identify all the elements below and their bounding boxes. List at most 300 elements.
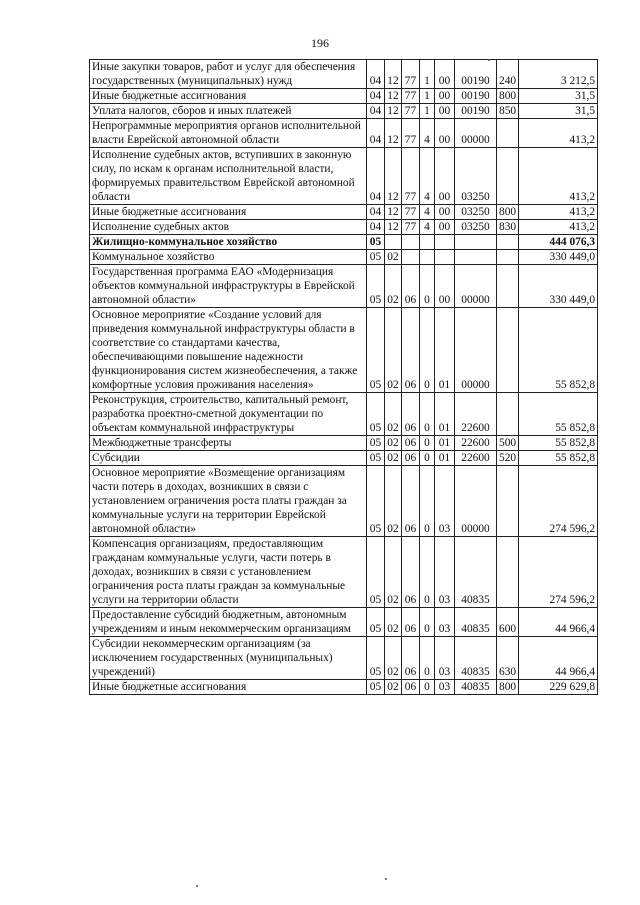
page-number: 196 bbox=[311, 36, 329, 50]
row-name: Исполнение судебных актов, вступивших в законную силу, по искам к органам исполнительной власти, формируемых правительством Еврейской автономной области bbox=[92, 149, 355, 203]
row-code-cell-vr bbox=[497, 148, 519, 205]
row-code: 05 bbox=[369, 294, 382, 306]
row-code: 00000 bbox=[461, 379, 490, 391]
table-row bbox=[90, 60, 598, 89]
row-code: 05 bbox=[369, 623, 382, 635]
row-amount: 413,2 bbox=[569, 206, 596, 218]
row-code-cell-p3 bbox=[435, 451, 455, 466]
row-amount: 55 852,8 bbox=[555, 437, 596, 449]
row-name: Основное мероприятие «Создание условий для приведения коммунальной инфраструктуры области в соответствие со стандартами качества, обеспечивающими повышение надежности функционирования систем жизнеобеспечения, а также комфортные условия проживания населения» bbox=[92, 309, 358, 391]
row-code-cell-p2 bbox=[420, 466, 435, 537]
row-code: 03 bbox=[438, 594, 451, 606]
row-code-cell-vr bbox=[497, 466, 519, 537]
row-code-cell-pr bbox=[385, 220, 402, 235]
row-code: 06 bbox=[404, 379, 417, 391]
row-code: 06 bbox=[404, 437, 417, 449]
row-name-cell bbox=[90, 393, 367, 436]
row-name: Компенсация организациям, предоставляющим гражданам коммунальные услуги, части потерь в доходах, возникших в связи с установлением ограничения роста платы граждан за коммунальные услуги на территории области bbox=[92, 538, 346, 606]
row-code: 77 bbox=[404, 90, 417, 102]
table-row bbox=[90, 205, 598, 220]
row-code: 06 bbox=[404, 523, 417, 535]
row-amount: 413,2 bbox=[569, 221, 596, 233]
row-code-cell-rz bbox=[367, 89, 385, 104]
table-row bbox=[90, 308, 598, 393]
row-code: 40835 bbox=[461, 594, 490, 606]
row-code-cell-vr bbox=[497, 436, 519, 451]
row-code: 00190 bbox=[461, 90, 490, 102]
row-code-cell-p1 bbox=[402, 308, 420, 393]
table-row bbox=[90, 608, 598, 637]
row-amount-cell bbox=[519, 537, 598, 608]
row-code: 02 bbox=[387, 666, 399, 678]
row-code: 77 bbox=[404, 221, 417, 233]
row-code-cell-p1 bbox=[402, 89, 420, 104]
row-code-cell-p1 bbox=[402, 608, 420, 637]
row-code-cell-p2 bbox=[420, 104, 435, 119]
row-code-cell-p3 bbox=[435, 436, 455, 451]
row-code-cell-p3 bbox=[435, 537, 455, 608]
row-code-cell-p3 bbox=[435, 265, 455, 308]
row-code: 22600 bbox=[461, 437, 490, 449]
row-code: 02 bbox=[387, 251, 399, 263]
row-amount: 3 212,5 bbox=[560, 75, 596, 87]
row-code-cell-p4 bbox=[455, 265, 497, 308]
row-code: 04 bbox=[369, 75, 382, 87]
row-amount-cell bbox=[519, 608, 598, 637]
row-name: Основное мероприятие «Возмещение организациям части потерь в доходах, возникших в связи с установлением ограничения роста платы граждан за коммунальные услуги на территории Еврейской автономной области» bbox=[92, 467, 347, 535]
row-code: 12 bbox=[387, 105, 399, 117]
row-code: 06 bbox=[404, 666, 417, 678]
row-code-cell-pr bbox=[385, 235, 402, 250]
row-code: 02 bbox=[387, 594, 399, 606]
row-code-cell-vr bbox=[497, 680, 519, 695]
row-code-cell-pr bbox=[385, 393, 402, 436]
row-code: 02 bbox=[387, 294, 399, 306]
row-code: 77 bbox=[404, 75, 417, 87]
row-amount: 330 449,0 bbox=[549, 294, 596, 306]
row-code-cell-p1 bbox=[402, 637, 420, 680]
row-code-cell-p2 bbox=[420, 265, 435, 308]
row-code-cell-rz bbox=[367, 637, 385, 680]
row-code-cell-vr bbox=[497, 393, 519, 436]
row-name-cell bbox=[90, 235, 367, 250]
row-code: 12 bbox=[387, 90, 399, 102]
row-code: 0 bbox=[424, 437, 430, 449]
table-row bbox=[90, 537, 598, 608]
row-code-cell-pr bbox=[385, 104, 402, 119]
row-code-cell-p3 bbox=[435, 308, 455, 393]
row-code: 12 bbox=[387, 206, 399, 218]
row-code: 00 bbox=[438, 206, 451, 218]
row-code: 05 bbox=[369, 666, 382, 678]
row-code: 00000 bbox=[461, 294, 490, 306]
row-code-cell-vr bbox=[497, 250, 519, 265]
row-name: Субсидии некоммерческим организациям (за исключением государственных (муниципальных) учреждений) bbox=[92, 638, 333, 678]
row-code-cell-p1 bbox=[402, 265, 420, 308]
row-code-cell-p3 bbox=[435, 393, 455, 436]
table-row bbox=[90, 680, 598, 695]
row-code: 00 bbox=[438, 221, 451, 233]
row-name-cell bbox=[90, 537, 367, 608]
table-row bbox=[90, 451, 598, 466]
row-code: 02 bbox=[387, 379, 399, 391]
row-code-cell-rz bbox=[367, 265, 385, 308]
row-code: 00000 bbox=[461, 523, 490, 535]
row-code: 40835 bbox=[461, 623, 490, 635]
row-code: 00190 bbox=[461, 105, 490, 117]
row-code-cell-p1 bbox=[402, 537, 420, 608]
row-code-cell-p3 bbox=[435, 466, 455, 537]
row-code-cell-p2 bbox=[420, 89, 435, 104]
row-amount-cell bbox=[519, 265, 598, 308]
row-code-cell-vr bbox=[497, 235, 519, 250]
row-name: Уплата налогов, сборов и иных платежей bbox=[92, 105, 292, 117]
row-code-cell-p1 bbox=[402, 119, 420, 148]
row-amount-cell bbox=[519, 235, 598, 250]
row-code: 1 bbox=[424, 75, 430, 87]
row-amount-cell bbox=[519, 637, 598, 680]
row-code: 05 bbox=[369, 523, 382, 535]
row-code-cell-p1 bbox=[402, 220, 420, 235]
row-code-cell-p1 bbox=[402, 393, 420, 436]
row-code-cell-p2 bbox=[420, 451, 435, 466]
row-code-cell-p4 bbox=[455, 680, 497, 695]
row-code: 00 bbox=[438, 90, 451, 102]
row-code-cell-p2 bbox=[420, 393, 435, 436]
row-code: 0 bbox=[424, 294, 430, 306]
row-code: 520 bbox=[499, 452, 517, 464]
row-code: 12 bbox=[387, 134, 399, 146]
row-amount: 55 852,8 bbox=[555, 379, 596, 391]
row-code-cell-p1 bbox=[402, 250, 420, 265]
row-amount-cell bbox=[519, 89, 598, 104]
row-code-cell-p4 bbox=[455, 308, 497, 393]
row-code-cell-rz bbox=[367, 451, 385, 466]
table-row bbox=[90, 265, 598, 308]
row-code: 0 bbox=[424, 379, 430, 391]
row-code: 0 bbox=[424, 523, 430, 535]
row-code-cell-p2 bbox=[420, 235, 435, 250]
row-code: 04 bbox=[369, 221, 382, 233]
row-code: 02 bbox=[387, 523, 399, 535]
row-code: 77 bbox=[404, 191, 417, 203]
row-code-cell-p4 bbox=[455, 608, 497, 637]
row-code: 01 bbox=[438, 379, 451, 391]
row-code: 06 bbox=[404, 422, 417, 434]
row-code-cell-p4 bbox=[455, 104, 497, 119]
row-amount: 229 629,8 bbox=[549, 681, 596, 693]
row-name-cell bbox=[90, 60, 367, 89]
row-code: 40835 bbox=[461, 666, 490, 678]
row-code-cell-pr bbox=[385, 608, 402, 637]
row-name: Субсидии bbox=[92, 452, 140, 464]
row-code-cell-p3 bbox=[435, 608, 455, 637]
row-code: 4 bbox=[424, 206, 430, 218]
row-code-cell-p4 bbox=[455, 60, 497, 89]
table-row bbox=[90, 104, 598, 119]
row-code-cell-p2 bbox=[420, 308, 435, 393]
row-code: 1 bbox=[424, 90, 430, 102]
row-code: 800 bbox=[499, 681, 517, 693]
row-amount-cell bbox=[519, 119, 598, 148]
row-code: 600 bbox=[499, 623, 517, 635]
table-row bbox=[90, 393, 598, 436]
row-code: 03 bbox=[438, 681, 451, 693]
scan-speck bbox=[196, 885, 198, 887]
row-code: 01 bbox=[438, 437, 451, 449]
table-row bbox=[90, 466, 598, 537]
row-code: 05 bbox=[369, 379, 382, 391]
row-code: 12 bbox=[387, 75, 399, 87]
row-code-cell-pr bbox=[385, 537, 402, 608]
row-amount-cell bbox=[519, 220, 598, 235]
row-code-cell-p3 bbox=[435, 637, 455, 680]
row-code: 05 bbox=[369, 236, 382, 248]
row-code-cell-p4 bbox=[455, 119, 497, 148]
row-code-cell-rz bbox=[367, 537, 385, 608]
row-amount: 274 596,2 bbox=[549, 594, 596, 606]
row-code-cell-p3 bbox=[435, 119, 455, 148]
row-code: 500 bbox=[499, 437, 517, 449]
row-code-cell-p3 bbox=[435, 680, 455, 695]
row-name-cell bbox=[90, 451, 367, 466]
row-code-cell-rz bbox=[367, 235, 385, 250]
row-name: Межбюджетные трансферты bbox=[92, 437, 232, 449]
table-row bbox=[90, 250, 598, 265]
row-name-cell bbox=[90, 205, 367, 220]
row-code: 05 bbox=[369, 594, 382, 606]
row-code-cell-p3 bbox=[435, 205, 455, 220]
row-amount: 413,2 bbox=[569, 134, 596, 146]
row-code: 830 bbox=[499, 221, 517, 233]
row-code-cell-vr bbox=[497, 89, 519, 104]
row-amount: 413,2 bbox=[569, 191, 596, 203]
table-row bbox=[90, 637, 598, 680]
row-code: 02 bbox=[387, 422, 399, 434]
row-code: 03 bbox=[438, 623, 451, 635]
row-code-cell-p2 bbox=[420, 680, 435, 695]
row-amount: 44 966,4 bbox=[555, 666, 596, 678]
row-code: 02 bbox=[387, 452, 399, 464]
row-code-cell-p1 bbox=[402, 148, 420, 205]
row-code-cell-vr bbox=[497, 104, 519, 119]
row-amount-cell bbox=[519, 148, 598, 205]
row-name-cell bbox=[90, 308, 367, 393]
row-code-cell-p2 bbox=[420, 537, 435, 608]
row-name: Государственная программа ЕАО «Модернизация объектов коммунальной инфраструктуры в Еврейской автономной области» bbox=[92, 266, 355, 306]
row-code: 01 bbox=[438, 452, 451, 464]
budget-table bbox=[89, 59, 598, 695]
row-name-cell bbox=[90, 265, 367, 308]
row-code: 00190 bbox=[461, 75, 490, 87]
row-name-cell bbox=[90, 436, 367, 451]
row-code: 77 bbox=[404, 105, 417, 117]
row-code-cell-p1 bbox=[402, 235, 420, 250]
row-code-cell-rz bbox=[367, 608, 385, 637]
row-amount: 274 596,2 bbox=[549, 523, 596, 535]
row-code-cell-pr bbox=[385, 680, 402, 695]
row-code: 05 bbox=[369, 681, 382, 693]
row-name-cell bbox=[90, 637, 367, 680]
row-code-cell-p2 bbox=[420, 608, 435, 637]
row-amount-cell bbox=[519, 393, 598, 436]
row-code-cell-rz bbox=[367, 205, 385, 220]
row-code: 00000 bbox=[461, 134, 490, 146]
row-code-cell-pr bbox=[385, 119, 402, 148]
row-code: 06 bbox=[404, 623, 417, 635]
row-code-cell-vr bbox=[497, 308, 519, 393]
table-row bbox=[90, 436, 598, 451]
row-code: 00 bbox=[438, 75, 451, 87]
row-code: 06 bbox=[404, 294, 417, 306]
row-name: Иные бюджетные ассигнования bbox=[92, 681, 247, 693]
row-code: 06 bbox=[404, 452, 417, 464]
row-name-cell bbox=[90, 466, 367, 537]
row-code-cell-p1 bbox=[402, 451, 420, 466]
row-code-cell-vr bbox=[497, 60, 519, 89]
row-code: 03 bbox=[438, 666, 451, 678]
row-code: 06 bbox=[404, 594, 417, 606]
row-code: 0 bbox=[424, 681, 430, 693]
row-amount-cell bbox=[519, 680, 598, 695]
row-code-cell-p4 bbox=[455, 436, 497, 451]
row-code: 04 bbox=[369, 105, 382, 117]
row-code-cell-vr bbox=[497, 608, 519, 637]
row-code: 630 bbox=[499, 666, 517, 678]
row-code-cell-p1 bbox=[402, 436, 420, 451]
row-code: 01 bbox=[438, 422, 451, 434]
row-code-cell-p3 bbox=[435, 220, 455, 235]
row-code: 12 bbox=[387, 221, 399, 233]
scan-speck bbox=[385, 878, 387, 880]
row-name-cell bbox=[90, 119, 367, 148]
row-code: 0 bbox=[424, 623, 430, 635]
row-code: 05 bbox=[369, 452, 382, 464]
row-code: 240 bbox=[499, 75, 517, 87]
row-name: Иные бюджетные ассигнования bbox=[92, 90, 247, 102]
table-row bbox=[90, 119, 598, 148]
row-code-cell-p4 bbox=[455, 466, 497, 537]
row-code: 04 bbox=[369, 191, 382, 203]
row-code: 04 bbox=[369, 90, 382, 102]
row-code: 0 bbox=[424, 422, 430, 434]
row-code-cell-p2 bbox=[420, 119, 435, 148]
row-code-cell-p3 bbox=[435, 104, 455, 119]
row-code-cell-rz bbox=[367, 220, 385, 235]
row-code-cell-rz bbox=[367, 466, 385, 537]
row-amount: 55 852,8 bbox=[555, 452, 596, 464]
row-name: Предоставление субсидий бюджетным, автономным учреждениям и иным некоммерческим организациям bbox=[92, 609, 352, 635]
row-amount-cell bbox=[519, 436, 598, 451]
row-code: 4 bbox=[424, 134, 430, 146]
row-amount-cell bbox=[519, 250, 598, 265]
row-code-cell-p1 bbox=[402, 205, 420, 220]
row-code-cell-p3 bbox=[435, 235, 455, 250]
row-code: 00 bbox=[438, 134, 451, 146]
table-row bbox=[90, 148, 598, 205]
row-code: 22600 bbox=[461, 452, 490, 464]
row-code-cell-pr bbox=[385, 205, 402, 220]
row-code: 02 bbox=[387, 437, 399, 449]
table-row bbox=[90, 89, 598, 104]
row-amount: 31,5 bbox=[575, 90, 596, 102]
row-code: 03250 bbox=[461, 206, 490, 218]
row-code-cell-vr bbox=[497, 637, 519, 680]
table-row bbox=[90, 220, 598, 235]
row-code-cell-p4 bbox=[455, 89, 497, 104]
row-code: 22600 bbox=[461, 422, 490, 434]
row-code-cell-pr bbox=[385, 451, 402, 466]
row-code-cell-p1 bbox=[402, 680, 420, 695]
row-code-cell-p2 bbox=[420, 148, 435, 205]
row-name-cell bbox=[90, 89, 367, 104]
row-amount: 55 852,8 bbox=[555, 422, 596, 434]
row-code-cell-vr bbox=[497, 119, 519, 148]
row-code-cell-pr bbox=[385, 250, 402, 265]
row-code-cell-pr bbox=[385, 637, 402, 680]
row-code: 800 bbox=[499, 206, 517, 218]
row-code-cell-vr bbox=[497, 451, 519, 466]
row-code-cell-rz bbox=[367, 393, 385, 436]
row-name-cell bbox=[90, 680, 367, 695]
row-code-cell-p3 bbox=[435, 89, 455, 104]
row-code: 05 bbox=[369, 437, 382, 449]
row-code: 40835 bbox=[461, 681, 490, 693]
row-code-cell-pr bbox=[385, 466, 402, 537]
row-code: 06 bbox=[404, 681, 417, 693]
row-code-cell-pr bbox=[385, 60, 402, 89]
row-code-cell-p4 bbox=[455, 537, 497, 608]
row-code: 4 bbox=[424, 221, 430, 233]
row-name: Иные закупки товаров, работ и услуг для обеспечения государственных (муниципальных) нужд bbox=[92, 61, 356, 87]
row-code-cell-rz bbox=[367, 119, 385, 148]
row-amount: 31,5 bbox=[575, 105, 596, 117]
row-code: 03250 bbox=[461, 221, 490, 233]
row-code-cell-pr bbox=[385, 148, 402, 205]
row-amount-cell bbox=[519, 308, 598, 393]
row-code: 850 bbox=[499, 105, 517, 117]
row-name-cell bbox=[90, 148, 367, 205]
row-code: 0 bbox=[424, 594, 430, 606]
row-code: 77 bbox=[404, 134, 417, 146]
row-code: 00 bbox=[438, 294, 451, 306]
table-row bbox=[90, 235, 598, 250]
row-code: 04 bbox=[369, 134, 382, 146]
row-code-cell-p4 bbox=[455, 637, 497, 680]
row-code-cell-p4 bbox=[455, 205, 497, 220]
row-name: Исполнение судебных актов bbox=[92, 221, 230, 233]
row-code: 00 bbox=[438, 191, 451, 203]
row-code-cell-vr bbox=[497, 265, 519, 308]
row-code-cell-vr bbox=[497, 220, 519, 235]
row-code-cell-vr bbox=[497, 205, 519, 220]
row-code-cell-p1 bbox=[402, 104, 420, 119]
row-code-cell-p1 bbox=[402, 466, 420, 537]
row-code-cell-p3 bbox=[435, 148, 455, 205]
row-code-cell-pr bbox=[385, 308, 402, 393]
row-code-cell-pr bbox=[385, 436, 402, 451]
row-code-cell-p1 bbox=[402, 60, 420, 89]
row-code-cell-p4 bbox=[455, 148, 497, 205]
row-code-cell-p3 bbox=[435, 60, 455, 89]
row-code: 77 bbox=[404, 206, 417, 218]
row-code-cell-p3 bbox=[435, 250, 455, 265]
row-code: 02 bbox=[387, 623, 399, 635]
row-code-cell-rz bbox=[367, 308, 385, 393]
row-code: 00 bbox=[438, 105, 451, 117]
row-name-cell bbox=[90, 220, 367, 235]
row-code-cell-p2 bbox=[420, 436, 435, 451]
